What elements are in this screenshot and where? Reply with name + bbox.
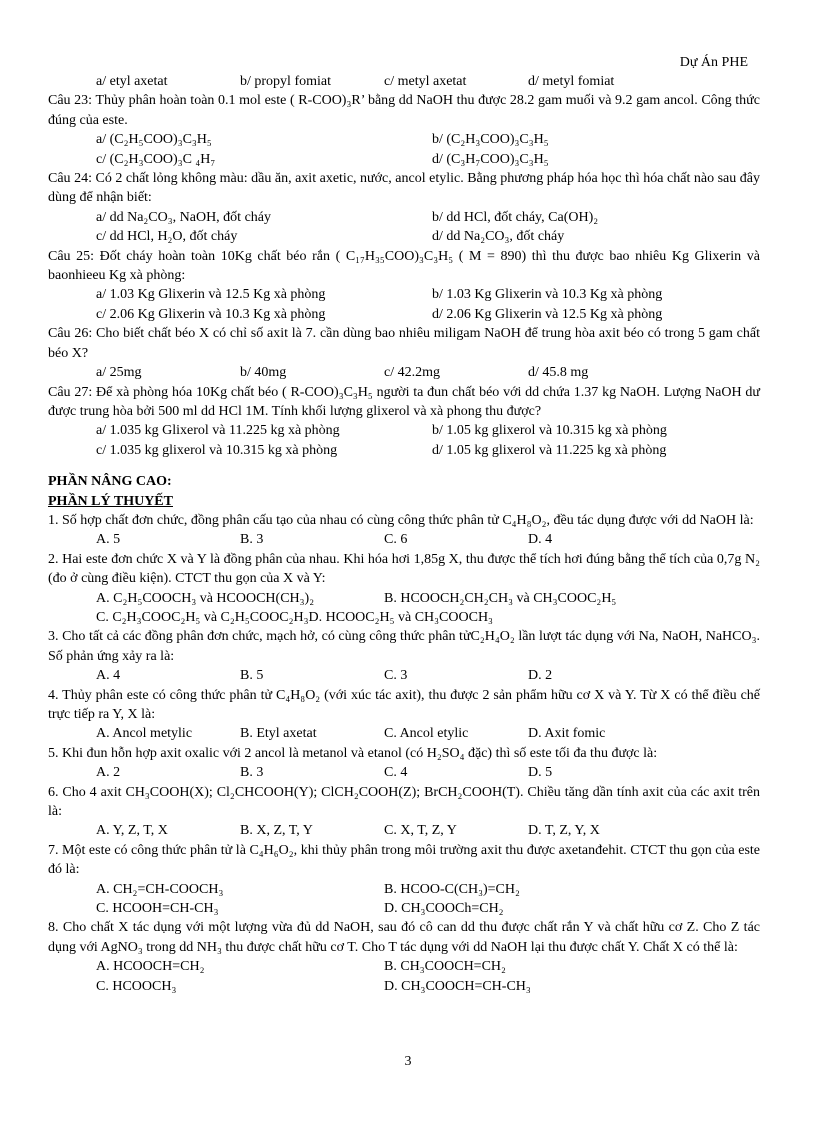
answer-option: d/ 1.05 kg glixerol và 11.225 kg xà phòng [432, 442, 667, 458]
answer-option: C. C₂H₃COOC₂H₅ và C₂H₅COOC₂H₃D. HCOOC₂H₅ và CH₃COOCH₃ [96, 609, 493, 625]
answer-option: B. CH₃COOCH=CH₂ [384, 959, 506, 975]
question-text: 4. Thủy phân este có công thức phân tử C₄H₈O₂ (với xúc tác axit), thu được 2 sản phẩm hữu cơ X và Y. Từ X có thể điều chế trực tiếp ra Y, X là: [48, 687, 760, 722]
answer-option: d/ metyl fomiat [528, 74, 615, 89]
answer-options [48, 821, 760, 840]
answer-option: C. HCOOCH₃ [96, 978, 177, 994]
answer-option: D. 5 [528, 765, 553, 781]
answer-option: a/ 1.03 Kg Glixerin và 12.5 Kg xà phòng [96, 287, 326, 303]
answer-option: B. HCOO-C(CH₃)=CH₂ [384, 881, 520, 897]
answer-option: D. T, Z, Y, X [528, 823, 600, 839]
answer-option: C. 6 [384, 532, 408, 548]
answer-option: C. HCOOH=CH-CH₃ [96, 901, 219, 917]
answer-option: a/ dd Na₂CO₃, NaOH, đốt cháy [96, 209, 271, 225]
question-text: 1. Số hợp chất đơn chức, đồng phân cấu tạo của nhau có cùng công thức phân tử C₄H₈O₂, đều tác dụng được với dd NaOH là: [48, 512, 754, 528]
document-content [48, 72, 760, 996]
question-text: 7. Một este có công thức phân tử là C₄H₆O₂, khi thủy phân trong môi trường axit thu được axetanđehit. CTCT thu gọn của este đó là: [48, 842, 760, 878]
answer-options [48, 589, 760, 608]
answer-option: c/ 42.2mg [384, 365, 440, 381]
question-text: Câu 23: Thủy phân hoàn toàn 0.1 mol este ( R-COO)₃R’ bằng dd NaOH thu được 28.2 gam muối và 9.2 gam ancol. Công thức đúng của este. [48, 93, 760, 128]
answer-options [48, 763, 760, 782]
answer-option: D. CH₃COOCh=CH₂ [384, 901, 504, 917]
answer-option: A. Ancol metylic [96, 726, 193, 742]
answer-option: d/ 2.06 Kg Glixerin và 12.5 Kg xà phòng [432, 306, 663, 322]
answer-option: D. Axit fomic [528, 726, 606, 742]
answer-option: C. 3 [384, 668, 408, 684]
answer-options [48, 227, 760, 246]
answer-option: A. HCOOCH=CH₂ [96, 959, 205, 975]
section-heading: PHẦN LÝ THUYẾT [48, 493, 173, 509]
answer-option: B. 5 [240, 668, 264, 684]
answer-option: C. 4 [384, 765, 408, 781]
answer-options [48, 880, 760, 899]
answer-option: C. X, T, Z, Y [384, 823, 457, 839]
question-text: 2. Hai este đơn chức X và Y là đồng phân của nhau. Khi hóa hơi 1,85g X, thu được thể tích hơi đúng bằng thể tích của 0,7g N₂ (đo ở cùng điều kiện). CTCT thu gọn của X và Y: [48, 551, 760, 587]
answer-option: a/ 1.035 kg Glixerol và 11.225 kg xà phòng [96, 423, 340, 439]
answer-option: B. Etyl axetat [240, 726, 317, 742]
answer-option: a/ (C₂H₅COO)₃C₃H₅ [96, 132, 212, 148]
answer-option: c/ 2.06 Kg Glixerin và 10.3 Kg xà phòng [96, 306, 326, 322]
answer-options [48, 441, 760, 460]
page-number: 3 [404, 1054, 412, 1069]
answer-option: B. 3 [240, 765, 264, 781]
answer-option: a/ 25mg [96, 365, 142, 381]
answer-option: b/ 1.03 Kg Glixerin và 10.3 Kg xà phòng [432, 287, 663, 303]
page-header: Dự Án PHE [679, 55, 748, 70]
answer-option: b/ propyl fomiat [240, 74, 331, 89]
answer-options [48, 208, 760, 227]
answer-option: B. HCOOCH₂CH₂CH₃ và CH₃COOC₂H₅ [384, 590, 617, 606]
answer-option: c/ (C₂H₃COO)₃C ₄H₇ [96, 151, 216, 167]
answer-option: c/ 1.035 kg glixerol và 10.315 kg xà phòng [96, 442, 338, 458]
answer-option: d/ 45.8 mg [528, 365, 589, 381]
answer-option: a/ etyl axetat [96, 74, 168, 89]
answer-option: A. C₂H₅COOCH₃ và HCOOCH(CH₃)₂ [96, 590, 315, 606]
question-text: Câu 27: Để xà phòng hóa 10Kg chất béo ( R-COO)₃C₃H₅ người ta đun chất béo với dd chứa 1.37 kg NaOH. Lượng NaOH dư được trung hòa bởi 500 ml dd HCl 1M. Tính khối lượng glixerol và xà phong thu được? [48, 384, 760, 419]
answer-option: b/ 40mg [240, 365, 287, 381]
answer-option: b/ (C₂H₃COO)₃C₃H₅ [432, 132, 549, 148]
answer-options [48, 285, 760, 304]
answer-option: d/ (C₃H₇COO)₃C₃H₅ [432, 151, 549, 167]
answer-option: D. CH₃COOCH=CH-CH₃ [384, 978, 531, 994]
answer-option: D. 2 [528, 668, 553, 684]
answer-options [48, 150, 760, 169]
question-text: Câu 26: Cho biết chất béo X có chỉ số axit là 7. cần dùng bao nhiêu miligam NaOH để trung hòa axit béo có trong 5 gam chất béo X? [48, 326, 760, 361]
answer-option: c/ dd HCl, H₂O, đốt cháy [96, 229, 238, 245]
answer-option: D. 4 [528, 532, 553, 548]
question-text: 6. Cho 4 axit CH₃COOH(X); Cl₂CHCOOH(Y); ClCH₂COOH(Z); BrCH₂COOH(T). Chiều tăng dần tính axit của các axit trên là: [48, 784, 760, 820]
answer-option: A. 5 [96, 532, 121, 548]
answer-option: d/ dd Na₂CO₃, đốt cháy [432, 229, 565, 245]
question-text: Câu 24: Có 2 chất lỏng không màu: dầu ăn, axit axetic, nước, ancol etylic. Bằng phương pháp hóa học thì hóa chất nào sau đây dùng để nhận biết: [48, 171, 760, 206]
answer-options [48, 130, 760, 149]
answer-option: A. 2 [96, 765, 121, 781]
answer-options [48, 957, 760, 976]
answer-options [48, 724, 760, 743]
answer-option: A. Y, Z, T, X [96, 823, 168, 839]
answer-option: C. Ancol etylic [384, 726, 469, 742]
answer-option: c/ metyl axetat [384, 74, 467, 89]
answer-option: b/ 1.05 kg glixerol và 10.315 kg xà phòng [432, 423, 667, 439]
answer-option: b/ dd HCl, đốt cháy, Ca(OH)₂ [432, 209, 599, 225]
answer-options [48, 72, 760, 91]
answer-option: B. X, Z, T, Y [240, 823, 313, 839]
question-text: 5. Khi đun hỗn hợp axit oxalic với 2 ancol là metanol và etanol (có H₂SO₄ đặc) thì số este tối đa thu được là: [48, 745, 658, 761]
question-text: 3. Cho tất cả các đồng phân đơn chức, mạch hở, có cùng công thức phân tửC₂H₄O₂ lần lượt tác dụng với Na, NaOH, NaHCO₃. Số phản ứng xảy ra là: [48, 629, 760, 664]
answer-options [48, 899, 760, 918]
answer-options [48, 977, 760, 996]
answer-options [48, 363, 760, 382]
answer-options [48, 421, 760, 440]
question-text: Câu 25: Đốt cháy hoàn toàn 10Kg chất béo rắn ( C₁₇H₃₅COO)₃C₃H₅ ( M = 890) thì thu được bao nhiêu Kg Glixerin và baonhieeu Kg xà phòng: [48, 248, 760, 284]
section-heading: PHẦN NÂNG CAO: [48, 474, 172, 490]
answer-options [48, 305, 760, 324]
question-text: 8. Cho chất X tác dụng với một lượng vừa đủ dd NaOH, sau đó cô can dd thu được chất rắn Y và chất hữu cơ Z. Cho Z tác dụng với AgNO₃ trong dd NH₃ thu được chất hữu cơ T. Cho T tác dụng với dd NaOH lại thu được chất Y. Chất X có thể là: [48, 920, 760, 955]
answer-option: A. 4 [96, 668, 121, 684]
answer-options [48, 530, 760, 549]
answer-options [48, 666, 760, 685]
answer-option: B. 3 [240, 532, 264, 548]
answer-option: A. CH₂=CH-COOCH₃ [96, 881, 224, 897]
answer-options [48, 608, 760, 627]
